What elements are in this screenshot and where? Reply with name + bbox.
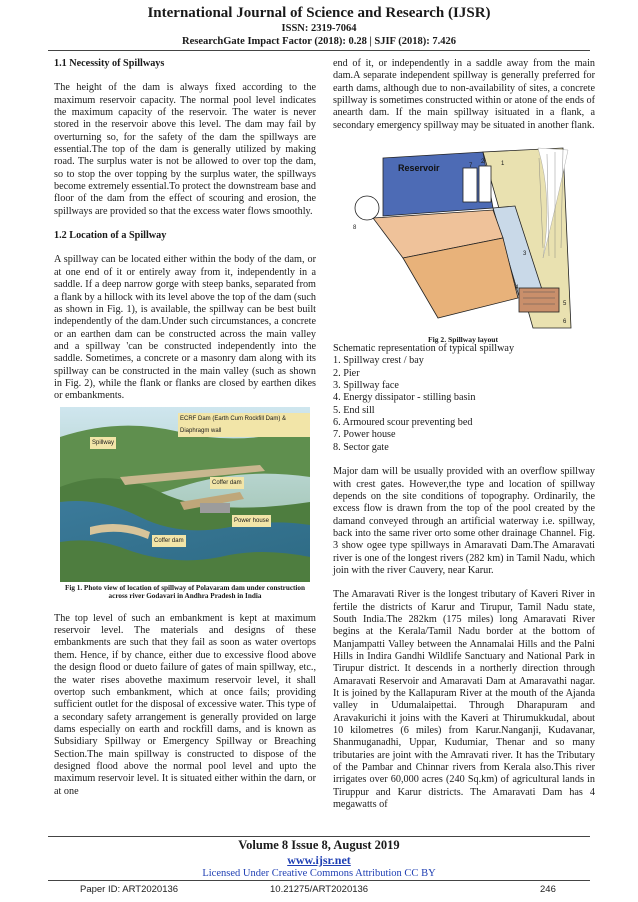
label-spillway: Spillway — [90, 437, 116, 449]
list-item: 7. Power house — [333, 429, 396, 441]
figure-1-photo — [60, 407, 310, 582]
label-num-3: 3 — [523, 251, 527, 258]
paragraph-continued: end of it, or independently in a saddle away from the main dam.A separate independent spillway is generally preferred for earth dams, although due to non-availability of sites, a concrete spillway is sometimes constructed within or atone of the ends of anearth dam. If the main spillway isituated in a flank, a secondary emergency spillway may be situated in another flank. — [333, 58, 595, 131]
left-column — [54, 58, 316, 798]
journal-title: International Journal of Science and Research (IJSR) — [147, 5, 491, 21]
page-number: 246 — [540, 884, 556, 895]
label-num-4: 4 — [515, 285, 519, 292]
list-item: 6. Armoured scour preventing bed — [333, 417, 473, 429]
list-title: Schematic representation of typical spillway — [333, 343, 515, 355]
section-heading-location: 1.2 Location of a Spillway — [54, 230, 167, 242]
label-ecrf-dam: ECRF Dam (Earth Cum Rockfill Dam) & Diaphragm wall — [178, 413, 310, 438]
list-item: 4. Energy dissipator - stilling basin — [333, 392, 476, 404]
header-rule — [48, 50, 590, 51]
footer-rule — [48, 836, 590, 837]
list-item: 1. Spillway crest / bay — [333, 355, 424, 367]
label-power-house: Power house — [232, 515, 271, 527]
section-heading-necessity: 1.1 Necessity of Spillways — [54, 58, 165, 69]
paragraph-location: A spillway can be located either within the body of the dam, or at one end of it or entirely away from it, independently in a saddle. If a deep narrow gorge with steep banks, separated from a flank by a hillock with its level above the top of the dam (such as shown in Fig. 1), is available, the spillway can be best built independently of the dam.Under such circumstances, a concrete or an earthen dam can be constructed across the main valley and a spillway 'can be constructed independently into the saddle. Sometimes, a concrete or a masonry dam along with its spillway can be constructed in the main valley (such as shown in Fig. 2), while the flank or flanks are closed by earthen dikes or embankments. — [54, 254, 316, 402]
label-num-7: 7 — [469, 163, 473, 170]
label-num-5: 5 — [563, 301, 567, 308]
list-item: 5. End sill — [333, 404, 375, 416]
paragraph-amaravati: The Amaravati River is the longest tributary of Kaveri River in fertile the districts of Karur and Tirupur, Tamil Nadu state, South India.The 282km (175 miles) long Amaravati River begins at the Kerala/Tamil Nadu border at the bottom of Manjampatti Valley between the Annamalai Hills and the Palni Hills in Indira Gandhi Wildlife Sanctuary and National Park in Tirupur district. It descends in a northerly direction through Amaravati Reservoir and Amaravati Dam at Amaravathi nagar. It is joined by the Kallapuram River at the mouth of the Ajanda valley in Udumalaipettai. Through Dharapuram and Aravakurichi it joins with the Kaveri at Thirumukkudal, about 10 kilometres (6 miles) from Karur.Nanganji, Kudavanar, Shanmuganadhi, Uppar, Kudumiar, Thenar and so many tributaries are joint with the Amravati river. It has the Tributary of the Pambar and Chinnar rivers from Kerala also.This river irrigates over 60,000 acres (240 Sq.km) of agricultural lands in Tiruppur and Karur districts. The Amaravati Dam has 4 megawatts of — [333, 589, 595, 811]
paragraph-major-dam: Major dam will be usually provided with an overflow spillway with crest gates. However,the type and location of spillway depends on the site conditions of topography. Ordinarily, the excess flow is drawn from the top of the pool created by the damand conveyed through an artificial waterway i.e. spillway, back into the same river orto some other drainage Channel. Fig. 3 show ogee type spillways in Amaravati Dam.The Amaravati river is one of the longest rivers (282 km) in Tamil Nadu, which join with the river Cauvery, near Karur. — [333, 466, 595, 576]
page-footer — [0, 838, 638, 880]
paper-id: Paper ID: ART2020136 — [80, 884, 179, 895]
label-num-2: 2 — [481, 159, 485, 166]
license-text: Licensed Under Creative Commons Attribution CC BY — [202, 868, 436, 879]
list-item: 3. Spillway face — [333, 380, 399, 392]
paragraph-embankment: The top level of such an embankment is kept at maximum reservoir level. The materials and designs of these embankments are such that they fail as soon as water overtops them. Hence, if by chance, either due to excessive flood above the design flood or dueto failure of gates of main spillway, etc., the water rises abovethe maximum reservoir level, it shall overtop such embankment, which at once fails; providing sufficient outlet for the disposal of excessive water. This type of a secondary safety arrangement is generally provided on large dams especially on earth and rockfill dams, and is known as Subsidiary Spillway or Emergency Spillway or Breaching Section.The main spillway is constructed to dispose of the designed flood above the normal pool level and upto the maximum reservoir level. It is situated either within the darn, or at one — [54, 612, 316, 797]
page-header — [0, 4, 638, 48]
spillway-layout-diagram — [343, 138, 583, 333]
footer-bottom-rule — [48, 880, 590, 881]
figure-2-diagram — [343, 138, 583, 343]
label-num-8: 8 — [353, 225, 357, 232]
label-reservoir: Reservoir — [398, 163, 440, 174]
impact-factor: ResearchGate Impact Factor (2018): 0.28 | SJIF (2018): 7.426 — [182, 36, 456, 47]
doi: 10.21275/ART2020136 — [270, 884, 369, 895]
label-num-6: 6 — [563, 319, 567, 326]
volume-issue: Volume 8 Issue 8, August 2019 — [238, 838, 400, 852]
figure-1-caption: Fig 1. Photo view of location of spillway of Polavaram dam under construction across river Godavari in Andhra Pradesh in India — [64, 583, 306, 601]
journal-website-link[interactable]: www.ijsr.net — [287, 853, 351, 867]
issn: ISSN: 2319-7064 — [281, 23, 357, 34]
figure-2-caption: Fig 2. Spillway layout — [427, 335, 499, 345]
list-item: 2. Pier — [333, 367, 360, 379]
label-num-1: 1 — [501, 161, 505, 168]
paragraph-necessity: The height of the dam is always fixed according to the maximum reservoir capacity. The normal pool level indicates the maximum capacity of the reservoir. The water is never stored in the reservoir above this level. The dam may fail by overturning so, for the safety of the dam the spillways are essential.The top of the dam is generally utilized by making road. The surplus water is not be allowed to over top the dam, so to stop the over topping by the surplus water, the spillways become extremely essential.To protect the downstream base and floor of the dam from the effect of scouring and erosion, the spillways are provided so that the excess water flows smoothly. — [54, 82, 316, 217]
label-coffer-dam-upper: Coffer dam — [210, 477, 244, 489]
right-column — [333, 58, 595, 811]
label-coffer-dam-lower: Coffer dam — [152, 535, 186, 547]
list-item: 8. Sector gate — [333, 441, 389, 453]
